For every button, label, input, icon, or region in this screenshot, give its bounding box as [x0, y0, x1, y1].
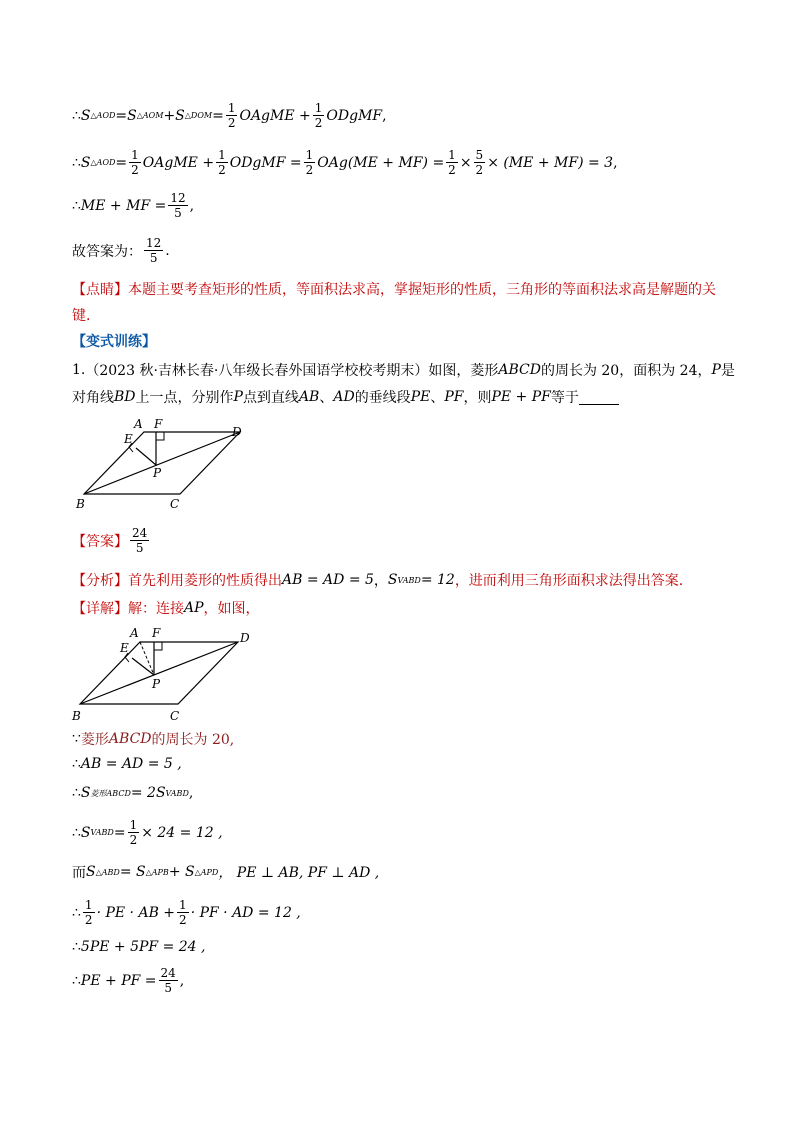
step-7: ∴ 5PE + 5PF = 24 , — [72, 939, 206, 955]
step-6: ∴ $\frac{1}{2}$ · PE · AB + $\frac{1}{2}$ · PF · AD = 12 , — [72, 898, 301, 927]
label-f: F — [154, 417, 163, 431]
right-angle-f — [156, 432, 164, 440]
analysis-line: 【分析】 首先利用菱形的性质得出 AB = AD = 5 ， S VABD = 12 ，进而利用三角形面积求法得出答案. — [72, 572, 684, 589]
fraction-24-5: $\frac{24}{5}$ — [132, 526, 148, 555]
equation-line-1: ∴ S △AOD = S △AOM + S △DOM = $\frac{1}{2}$ OAgME + $\frac{1}{2}$ ODgMF , — [72, 101, 387, 130]
rhombus-figure-2 — [68, 620, 268, 722]
equation-line-2: ∴ S △AOD = $\frac{1}{2}$ OAgME + $\frac{1}{2}$ ODgMF = $\frac{1}{2}$ OAg(ME + MF) = $\frac{1}{2}$ × $\frac{5}{2}$ × (ME + MF) = 3 , — [72, 148, 618, 177]
label-a: A — [134, 417, 143, 431]
diagonal-bd — [84, 432, 240, 494]
rhombus-figure-1 — [72, 412, 272, 512]
step-3: ∴ S 菱形ABCD = 2S VABD , — [72, 785, 194, 801]
answer-blank — [579, 390, 619, 405]
label-c: C — [170, 497, 180, 511]
segment-pe — [136, 448, 156, 465]
fraction-half: $\frac{1}{2}$ — [305, 148, 314, 177]
step-4: ∴ S VABD = $\frac{1}{2}$ × 24 = 12 , — [72, 818, 223, 847]
answer-line: 故答案为： $\frac{12}{5}$ . — [72, 236, 170, 265]
section-heading: 【变式训练】 — [72, 334, 156, 350]
solution-heading: 【详解】 解：连接 AP ，如图， — [72, 600, 260, 617]
fraction-12-5: $\frac{12}{5}$ — [146, 236, 162, 265]
right-angle-f — [154, 642, 162, 650]
label-a: A — [130, 626, 139, 640]
fraction-half: $\frac{1}{2}$ — [218, 148, 226, 177]
label-p: P — [152, 677, 161, 691]
label-c: C — [170, 709, 180, 722]
dianjing-line-1: 【点睛】 本题主要考查矩形的性质，等面积法求高，掌握矩形的性质，三角形的等面积法求高是解题的关 — [72, 282, 716, 298]
answer-section: 【答案】 $\frac{24}{5}$ — [72, 526, 148, 555]
fraction-half: $\frac{1}{2}$ — [179, 898, 187, 927]
fraction-half: $\frac{1}{2}$ — [84, 898, 93, 927]
label-b: B — [76, 497, 85, 511]
diagonal-bd — [80, 642, 238, 704]
label-p: P — [153, 466, 162, 480]
equation-line-3: ∴ ME + MF = $\frac{12}{5}$ , — [72, 191, 195, 220]
problem-line-1: 1. （2023 秋·吉林长春·八年级长春外国语学校校考期末） 如图，菱形 ABCD 的周长为 20，面积为 24， P 是 — [72, 362, 735, 379]
label-b: B — [72, 709, 81, 722]
label-e: E — [124, 432, 133, 446]
fraction-half: $\frac{1}{2}$ — [227, 101, 236, 130]
fraction-half: $\frac{1}{2}$ — [129, 818, 138, 847]
fraction-12-5: $\frac{12}{5}$ — [170, 191, 186, 220]
fraction-half: $\frac{1}{2}$ — [131, 148, 139, 177]
step-5: 而 S △ABD = S △APB + S △APD ， PE ⊥ AB, PF ⊥ AD , — [72, 864, 380, 881]
label-f: F — [152, 626, 161, 640]
label-d: D — [240, 631, 250, 645]
fraction-24-5: $\frac{24}{5}$ — [160, 966, 176, 995]
label-d: D — [232, 425, 242, 439]
dianjing-line-2: 键. — [72, 308, 91, 324]
step-2: ∴ AB = AD = 5 , — [72, 756, 182, 772]
step-1: ∵ 菱形 ABCD 的周长为 20, — [72, 731, 235, 748]
fraction-five-halves: $\frac{5}{2}$ — [475, 148, 484, 177]
fraction-half: $\frac{1}{2}$ — [448, 148, 456, 177]
label-e: E — [120, 641, 129, 655]
fraction-half: $\frac{1}{2}$ — [314, 101, 323, 130]
problem-line-2: 对角线 BD 上一点，分别作 P 点到直线 AB 、 AD 的垂线段 PE 、 PF ，则 PE + PF 等于 — [72, 387, 619, 407]
step-8: ∴ PE + PF = $\frac{24}{5}$ , — [72, 966, 185, 995]
